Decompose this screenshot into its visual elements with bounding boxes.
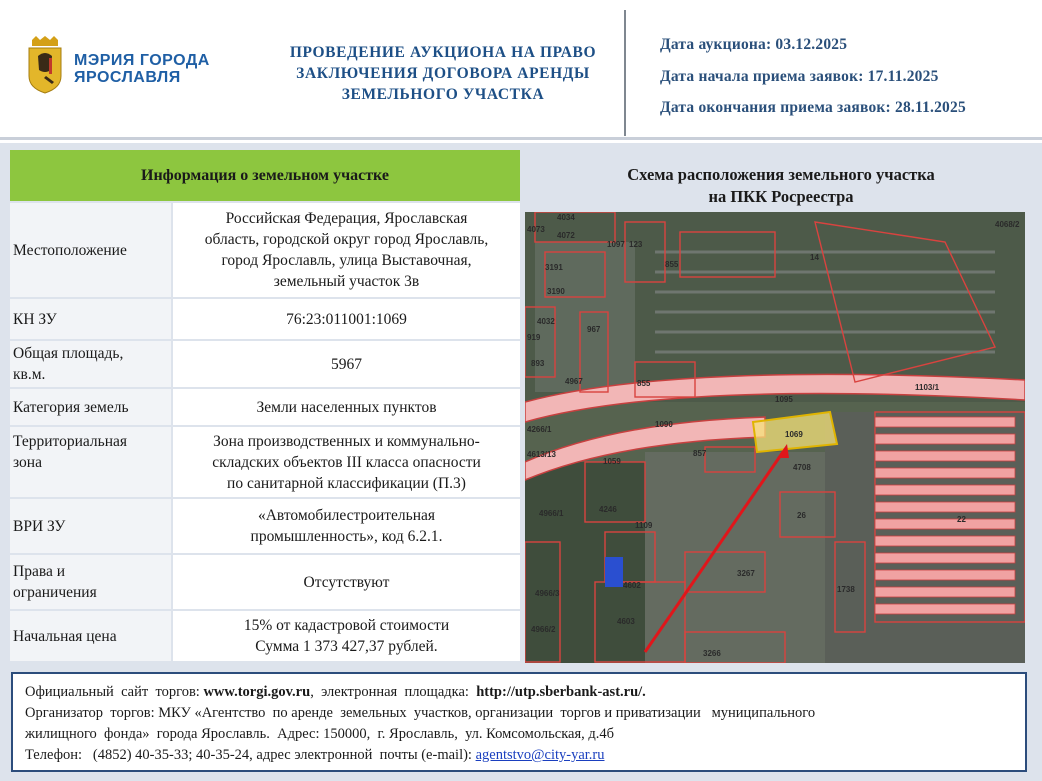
map-label: 4613/13 (527, 450, 556, 459)
map-label: 4708 (793, 463, 811, 472)
footer-line-address: жилищного фонда» города Ярославль. Адрес: 150000, г. Ярославль, ул. Комсомольская, д.4б (25, 726, 615, 742)
page-header (0, 0, 1042, 140)
official-site-link[interactable]: www.torgi.gov.ru (203, 684, 311, 700)
map-label: 14 (810, 253, 819, 262)
value-line: по санитарной классификации (П.3) (227, 474, 466, 492)
row-value-price (172, 610, 520, 662)
table-row (10, 610, 520, 662)
page-title (262, 42, 624, 105)
footer-text: Официальный сайт торгов: (25, 684, 204, 700)
map-label: 1090 (655, 420, 673, 429)
row-value-category: Земли населенных пунктов (172, 388, 520, 426)
email-link[interactable]: agentstvo@city-yar.ru (475, 747, 605, 763)
label-line: кв.м. (13, 366, 46, 383)
value-line: область, городской округ город Ярославль, (204, 231, 489, 248)
map-label: 3266 (703, 649, 721, 658)
row-value-area: 5967 (172, 340, 520, 388)
map-label: 1103/1 (915, 383, 940, 392)
map-label: 4073 (527, 225, 545, 234)
map-label: 919 (527, 333, 541, 342)
header-divider (624, 10, 626, 136)
value-line: промышленность», код 6.2.1. (250, 528, 443, 545)
table-row (10, 202, 520, 298)
table-row (10, 426, 520, 498)
value-line: Российская Федерация, Ярославская (225, 210, 468, 227)
map-label: 3191 (545, 263, 563, 272)
value-line: Зона производственных и коммунально- (213, 432, 480, 450)
table-row (10, 340, 520, 388)
map-title (526, 164, 1036, 208)
label-line: Права и (13, 563, 65, 580)
cadastral-map[interactable] (525, 212, 1025, 663)
map-label: 4966/1 (539, 509, 564, 518)
row-label-cadastral: КН ЗУ (10, 298, 172, 340)
logo-text (74, 52, 210, 86)
map-label: 4068/2 (995, 220, 1020, 229)
title-line3: ЗЕМЕЛЬНОГО УЧАСТКА (341, 86, 545, 103)
map-title-line2: на ПКК Росреестра (708, 187, 854, 206)
map-label: 4034 (557, 213, 575, 222)
map-label: 22 (957, 515, 966, 524)
value-line: город Ярославль, улица Выставочная, (221, 252, 472, 269)
map-label: 123 (629, 240, 643, 249)
map-label: 4266/1 (527, 425, 552, 434)
row-value-location (172, 202, 520, 298)
footer-line-site (25, 682, 1013, 703)
table-heading: Информация о земельном участке (10, 150, 520, 202)
map-label: 1095 (775, 395, 793, 404)
table-row (10, 388, 520, 426)
row-label-area (10, 340, 172, 388)
value-line: складских объектов III класса опасности (212, 453, 481, 471)
label-line: Территориальная (13, 433, 128, 450)
platform-link[interactable]: http://utp.sberbank-ast.ru/. (476, 684, 646, 700)
map-label: 4246 (599, 505, 617, 514)
footer-text: , электронная площадка: (310, 684, 477, 700)
logo-line1: МЭРИЯ ГОРОДА (74, 52, 210, 69)
map-label: 4072 (557, 231, 575, 240)
logo-line2: ЯРОСЛАВЛЯ (74, 69, 181, 86)
footer-line-contacts (25, 745, 1013, 766)
map-label: 1738 (837, 585, 855, 594)
row-label-category: Категория земель (10, 388, 172, 426)
row-label-zone (10, 426, 172, 498)
row-label-rights (10, 554, 172, 610)
label-line: Общая площадь, (13, 345, 124, 362)
map-canvas (525, 212, 1025, 663)
value-line: Сумма 1 373 427,37 рублей. (255, 638, 438, 655)
row-label-vri: ВРИ ЗУ (10, 498, 172, 554)
row-label-price: Начальная цена (10, 610, 172, 662)
map-label: 4967 (565, 377, 583, 386)
value-line: 15% от кадастровой стоимости (243, 617, 450, 634)
map-title-line1: Схема расположения земельного участка (627, 165, 935, 184)
map-label: 4966/3 (535, 589, 560, 598)
label-line: зона (13, 454, 42, 471)
value-line: земельный участок 3в (273, 273, 420, 290)
map-label: 1059 (603, 457, 621, 466)
row-label-location: Местоположение (10, 202, 172, 298)
contacts-footer (11, 672, 1027, 772)
title-line2: ЗАКЛЮЧЕНИЯ ДОГОВОРА АРЕНДЫ (296, 65, 590, 82)
city-hall-logo[interactable] (24, 34, 234, 100)
row-value-rights: Отсутствуют (172, 554, 520, 610)
dates-block (660, 36, 966, 131)
table-row (10, 498, 520, 554)
value-line: «Автомобилестроительная (257, 507, 436, 524)
date-end: Дата окончания приема заявок: 28.11.2025 (660, 99, 966, 116)
table-row (10, 298, 520, 340)
map-label: 4602 (623, 581, 641, 590)
map-label: 855 (665, 260, 679, 269)
map-label: 1097 (607, 240, 625, 249)
footer-text: Телефон: (4852) 40-35-33; 40-35-24, адрес электронной почты (e-mail): (25, 747, 476, 763)
map-label: 4032 (537, 317, 555, 326)
table-row (10, 554, 520, 610)
label-line: ограничения (13, 584, 97, 601)
title-line1: ПРОВЕДЕНИЕ АУКЦИОНА НА ПРАВО (289, 44, 597, 61)
land-info-table (10, 150, 520, 663)
date-auction: Дата аукциона: 03.12.2025 (660, 36, 848, 53)
map-label: 3267 (737, 569, 755, 578)
map-label: 857 (693, 449, 707, 458)
map-label: 26 (797, 511, 806, 520)
map-label: 1069 (785, 430, 803, 439)
map-label: 4966/2 (531, 625, 556, 634)
map-label: 4603 (617, 617, 635, 626)
date-start: Дата начала приема заявок: 17.11.2025 (660, 67, 939, 85)
coat-of-arms-icon (26, 36, 64, 94)
map-label: 1109 (635, 521, 653, 530)
map-label: 855 (637, 379, 651, 388)
map-label: 967 (587, 325, 601, 334)
footer-line-organizer: Организатор торгов: МКУ «Агентство по аренде земельных участков, организации торгов и приватизации муниципального (25, 705, 816, 721)
row-value-cadastral: 76:23:011001:1069 (172, 298, 520, 340)
map-label: 3190 (547, 287, 565, 296)
map-label: 893 (531, 359, 545, 368)
row-value-vri (172, 498, 520, 554)
row-value-zone (172, 426, 520, 498)
